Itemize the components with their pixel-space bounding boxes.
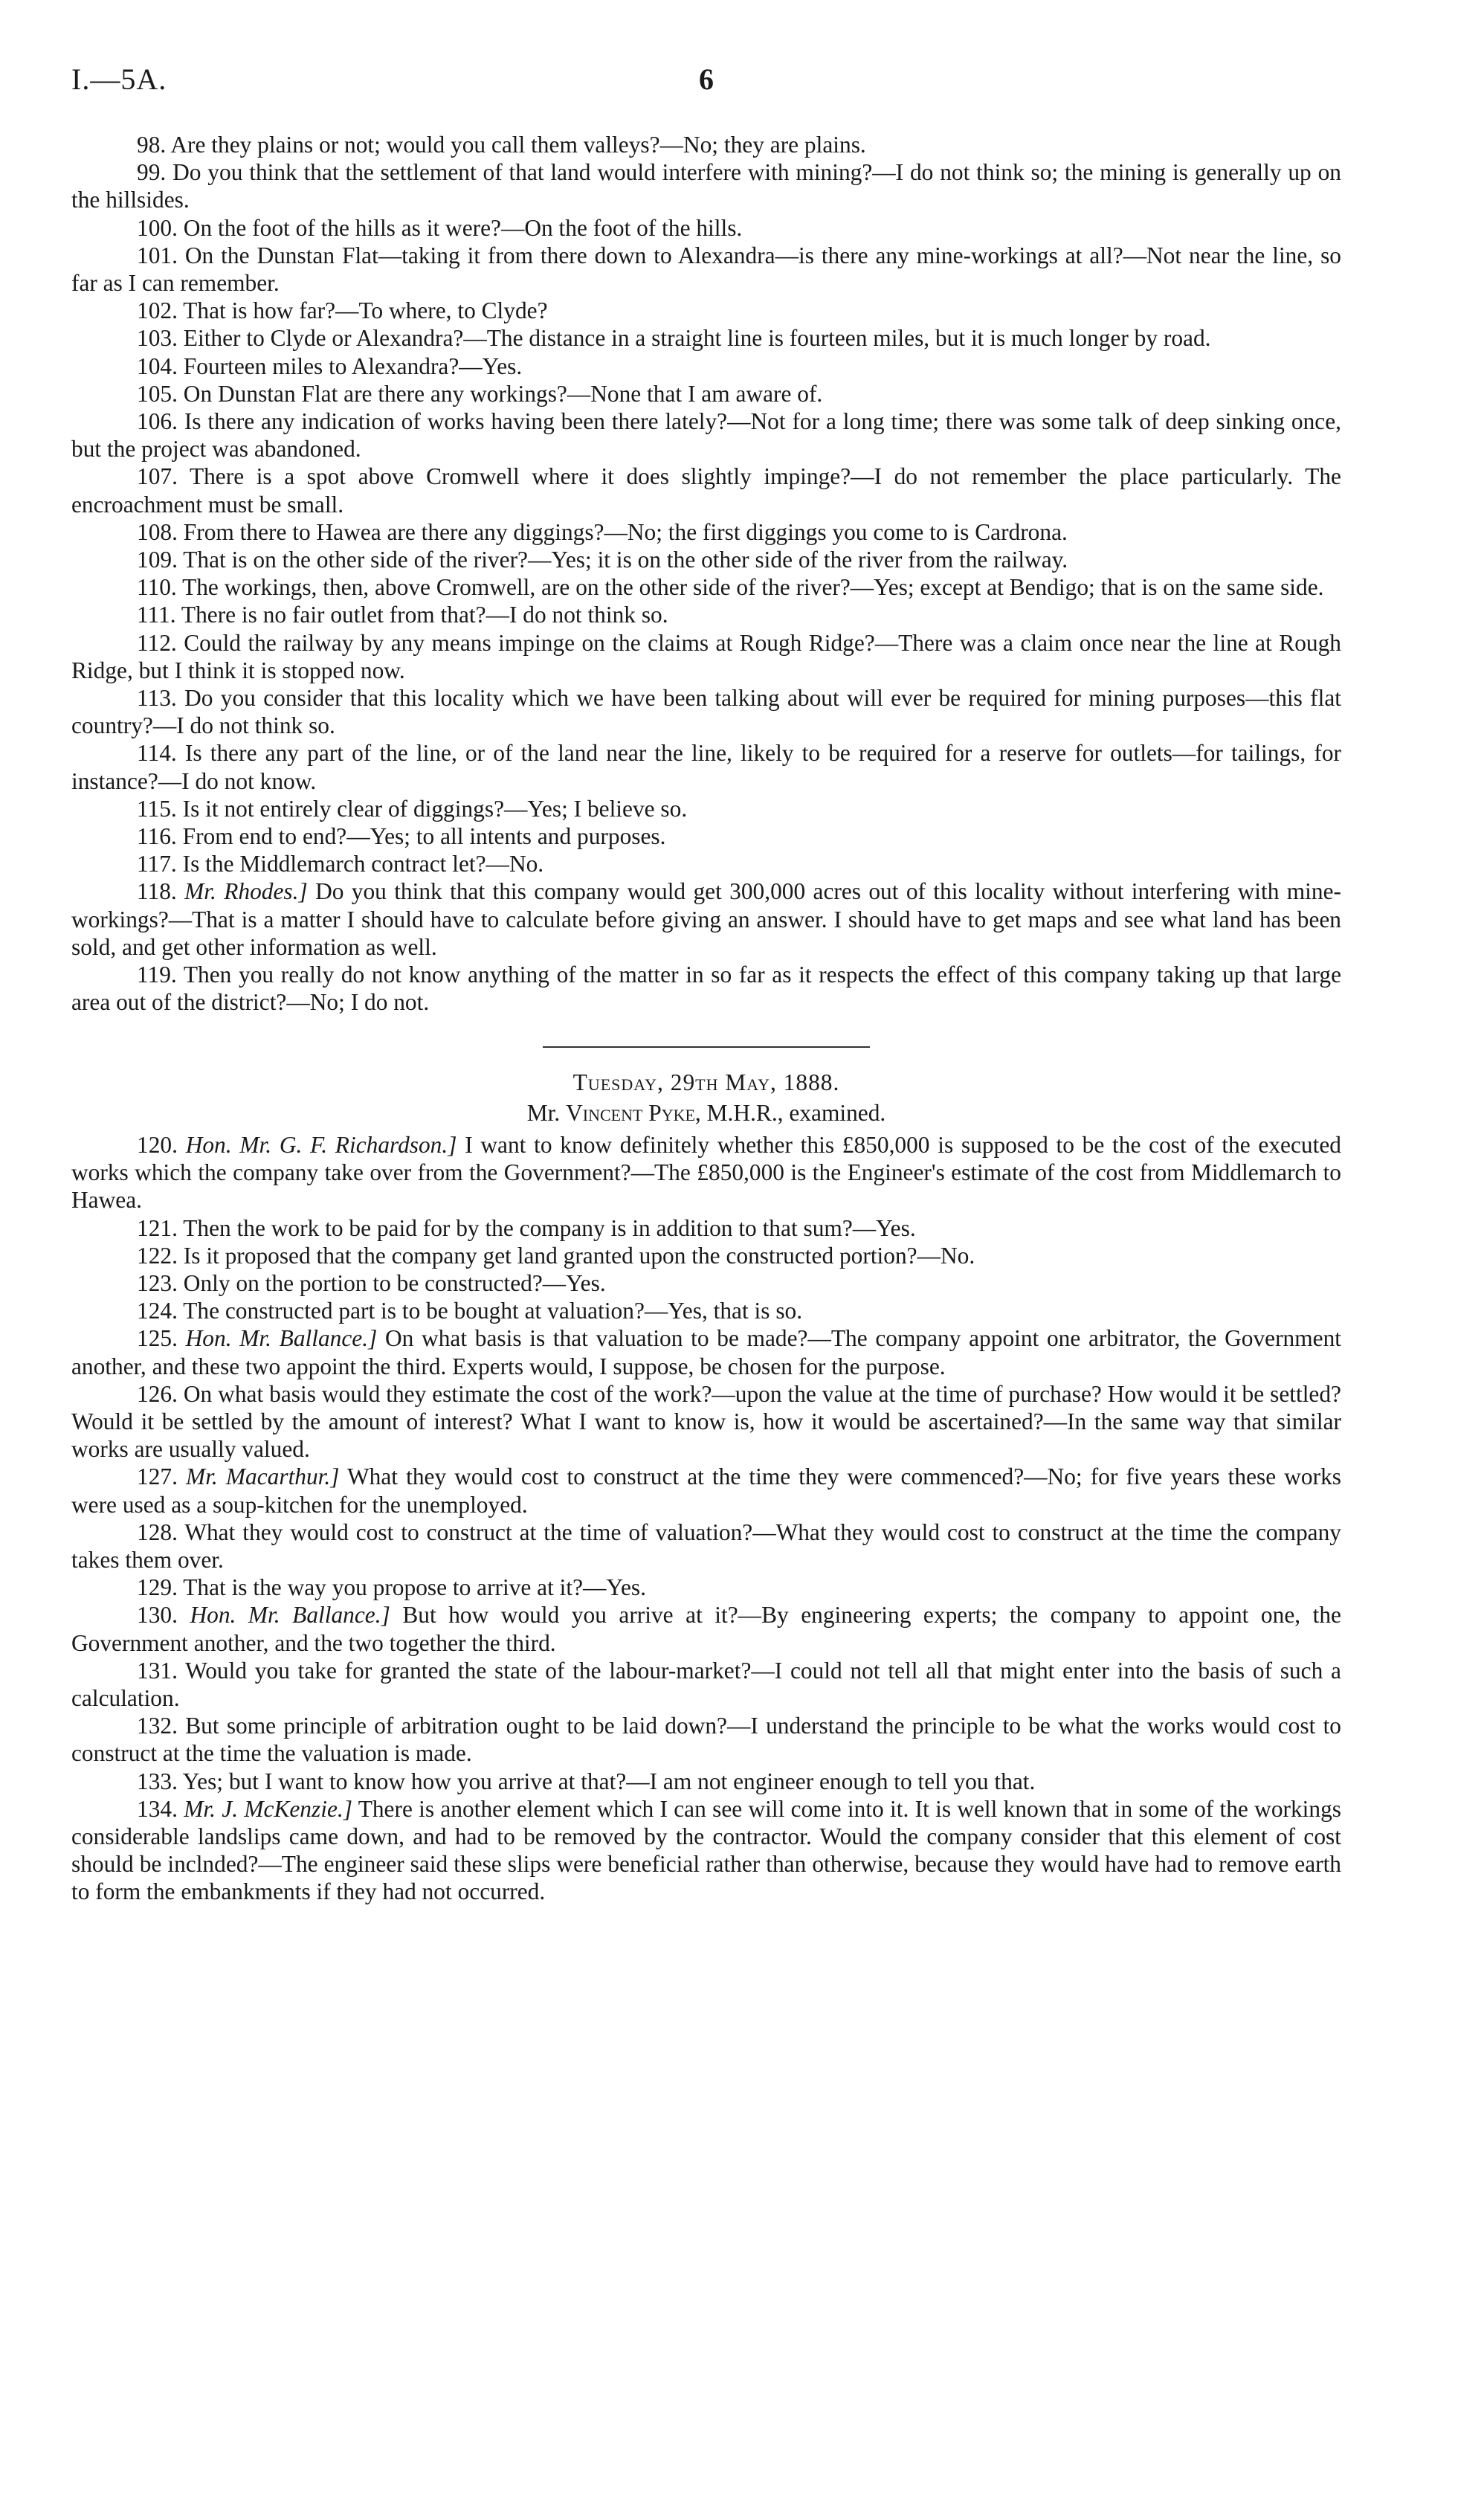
question-number: 131. — [137, 1657, 178, 1684]
question-number: 134. — [137, 1795, 178, 1822]
question-text: That is how far?—To where, to Clyde? — [183, 297, 548, 324]
question-text: Do you think that the settlement of that land would interfere with mining?—I do not think so; the mining is generally up on the hillsides. — [71, 159, 1341, 213]
question-number: 102. — [137, 297, 178, 324]
question-paragraph — [71, 546, 1341, 573]
speaker-name: Mr. Rhodes.] — [184, 878, 308, 905]
question-paragraph — [71, 1214, 1341, 1242]
question-number: 117. — [137, 851, 177, 877]
question-paragraph — [71, 518, 1341, 546]
question-text: That is on the other side of the river?—Yes; it is on the other side of the river from the railway. — [183, 547, 1068, 573]
question-number: 106. — [137, 408, 178, 435]
question-text: There is a spot above Cromwell where it does slightly impinge?—I do not remember the place particularly. The encroachment must be small. — [71, 463, 1341, 518]
question-paragraph — [71, 1519, 1341, 1574]
question-number: 124. — [137, 1298, 178, 1324]
question-text: Do you consider that this locality which we have been talking about will ever be required for mining purposes—this flat country?—I do not think so. — [71, 685, 1341, 739]
question-paragraph — [71, 1297, 1341, 1324]
question-paragraph — [71, 822, 1341, 850]
question-paragraph — [71, 629, 1341, 684]
question-paragraph — [71, 1795, 1341, 1906]
question-number: 109. — [137, 547, 178, 573]
question-paragraph — [71, 1269, 1341, 1297]
question-text: There is another element which I can see will come into it. It is well known that in some of the workings considerable landslips came down, and had to be removed by the contractor. Would the company consider that this element of cost should be inclnded?—The engineer said these slips were beneficial rather than otherwise, because they would have had to remove earth to form the embankments if they had not occurred. — [71, 1795, 1342, 1905]
question-number: 122. — [137, 1242, 178, 1269]
question-number: 111. — [137, 602, 176, 628]
question-paragraph — [71, 1712, 1341, 1767]
question-text: On the foot of the hills as it were?—On the foot of the hills. — [183, 214, 743, 241]
question-paragraph — [71, 1574, 1341, 1601]
question-text: Would you take for granted the state of the labour-market?—I could not tell all that might enter into the basis of such a calculation. — [71, 1657, 1341, 1711]
document-reference: I.—5A. — [71, 62, 167, 96]
witness-prefix: Mr. — [526, 1099, 561, 1126]
section-divider — [543, 1046, 870, 1048]
question-text: Is it proposed that the company get land granted upon the constructed portion?—No. — [183, 1242, 975, 1269]
question-text: On the Dunstan Flat—taking it from there down to Alexandra—is there any mine-workings at all?—Not near the line, so far as I can remember. — [71, 242, 1341, 297]
question-number: 127. — [137, 1463, 178, 1490]
question-number: 114. — [137, 740, 177, 767]
question-text: What they would cost to construct at the time of valuation?—What they would cost to construct at the time the company takes them over. — [71, 1519, 1342, 1573]
question-number: 132. — [137, 1713, 178, 1739]
question-text: There is no fair outlet from that?—I do not think so. — [181, 602, 668, 628]
document-page — [71, 62, 1342, 1906]
question-text: From there to Hawea are there any diggings?—No; the first diggings you come to is Cardrona. — [183, 518, 1068, 545]
question-paragraph — [71, 1380, 1341, 1463]
question-text: Is the Middlemarch contract let?—No. — [182, 851, 544, 877]
question-paragraph — [71, 1601, 1341, 1656]
question-text: The constructed part is to be bought at valuation?—Yes, that is so. — [183, 1298, 803, 1324]
question-text: What they would cost to construct at the time they were commenced?—No; for five years these works were used as a soup-kitchen for the unemployed. — [71, 1463, 1341, 1518]
question-text: Fourteen miles to Alexandra?—Yes. — [183, 352, 523, 379]
question-paragraph — [71, 1768, 1341, 1795]
speaker-name: Hon. Mr. Ballance.] — [185, 1325, 378, 1352]
question-text: Is there any indication of works having been there lately?—Not for a long time; there was some talk of deep sinking once, but the project was abandoned. — [71, 408, 1341, 463]
question-paragraph — [71, 1242, 1341, 1269]
question-paragraph — [71, 380, 1341, 408]
evidence-section-2 — [71, 1131, 1341, 1906]
question-text: Do you think that this company would get 300,000 acres out of this locality without interfering with mine-workings?—That is a matter I should have to calculate before giving an answer. I should have to get maps and see what land has been sold, and get other information as well. — [71, 878, 1341, 960]
question-paragraph — [71, 408, 1341, 463]
question-number: 98. — [137, 132, 167, 158]
question-paragraph — [71, 1131, 1341, 1214]
question-number: 108. — [137, 518, 178, 545]
running-header — [71, 62, 1341, 113]
question-text: Only on the portion to be constructed?—Yes. — [183, 1269, 606, 1296]
question-number: 107. — [137, 463, 178, 490]
question-number: 126. — [137, 1380, 178, 1407]
question-text: Are they plains or not; would you call them valleys?—No; they are plains. — [170, 132, 866, 158]
date-heading: Tuesday, 29th May, 1888. — [572, 1069, 840, 1095]
question-paragraph — [71, 324, 1341, 352]
speaker-name: Hon. Mr. Ballance.] — [190, 1602, 390, 1629]
question-text: Either to Clyde or Alexandra?—The distance in a straight line is fourteen miles, but it is much longer by road. — [183, 325, 1211, 352]
question-text: But some principle of arbitration ought to be laid down?—I understand the principle to be what the works would cost to construct at the time the valuation is made. — [71, 1713, 1341, 1767]
question-paragraph — [71, 961, 1341, 1016]
question-paragraph — [71, 601, 1341, 628]
question-number: 116. — [137, 823, 177, 850]
question-paragraph — [71, 850, 1341, 877]
question-paragraph — [71, 684, 1341, 739]
question-number: 115. — [137, 795, 177, 822]
question-number: 121. — [137, 1214, 178, 1241]
witness-suffix: M.H.R., examined. — [706, 1099, 886, 1126]
question-text: The workings, then, above Cromwell, are on the other side of the river?—Yes; except at Bendigo; that is on the same side. — [182, 574, 1324, 601]
question-text: That is the way you propose to arrive at it?—Yes. — [183, 1574, 646, 1601]
question-number: 113. — [137, 685, 177, 712]
question-paragraph — [71, 1324, 1341, 1379]
question-number: 125. — [137, 1325, 178, 1352]
speaker-name: Hon. Mr. G. F. Richardson.] — [185, 1131, 457, 1158]
question-number: 123. — [137, 1269, 178, 1296]
question-paragraph — [71, 877, 1341, 961]
question-paragraph — [71, 297, 1341, 324]
question-paragraph — [71, 739, 1341, 794]
question-paragraph — [71, 463, 1341, 518]
question-number: 104. — [137, 352, 178, 379]
question-number: 128. — [137, 1519, 178, 1545]
question-text: From end to end?—Yes; to all intents and purposes. — [182, 823, 666, 850]
question-number: 112. — [137, 629, 177, 656]
speaker-name: Mr. J. McKenzie.] — [184, 1795, 352, 1822]
question-number: 119. — [137, 962, 177, 988]
question-paragraph — [71, 1657, 1341, 1712]
witness-name: Vincent Pyke — [566, 1099, 695, 1126]
question-text: But how would you arrive at it?—By engineering experts; the company to appoint one, the Government another, and the two together the third. — [71, 1602, 1341, 1656]
question-number: 105. — [137, 380, 178, 407]
question-text: Then you really do not know anything of the matter in so far as it respects the effect of this company taking up that large area out of the district?—No; I do not. — [71, 962, 1341, 1016]
question-text: On what basis is that valuation to be made?—The company appoint one arbitrator, the Government another, and these two appoint the third. Experts would, I suppose, be chosen for the purpose. — [71, 1325, 1341, 1379]
question-text: Is it not entirely clear of diggings?—Yes; I believe so. — [182, 795, 688, 822]
witness-heading: Mr. Vincent Pyke, M.H.R., examined. — [526, 1099, 886, 1126]
question-paragraph — [71, 1463, 1341, 1518]
question-number: 129. — [137, 1574, 178, 1601]
evidence-section-1 — [71, 131, 1341, 1017]
question-paragraph — [71, 131, 1341, 158]
question-number: 120. — [137, 1131, 178, 1158]
question-number: 101. — [137, 242, 178, 268]
question-paragraph — [71, 214, 1341, 242]
question-text: I want to know definitely whether this £850,000 is supposed to be the cost of the executed works which the company take over from the Government?—The £850,000 is the Engineer's estimate of the cost from Middlemarch to Hawea. — [71, 1131, 1341, 1214]
question-text: Could the railway by any means impinge on the claims at Rough Ridge?—There was a claim once near the line at Rough Ridge, but I think it is stopped now. — [71, 629, 1341, 683]
question-paragraph — [71, 352, 1341, 380]
question-number: 133. — [137, 1768, 178, 1794]
question-paragraph — [71, 242, 1341, 297]
question-paragraph — [71, 573, 1341, 601]
question-text: On what basis would they estimate the cost of the work?—upon the value at the time of purchase? How would it be settled? Would it be settled by the amount of interest? What I want to know is, how it would be ascertained?—In the same way that similar works are usually valued. — [71, 1380, 1341, 1463]
question-paragraph — [71, 795, 1341, 822]
question-number: 103. — [137, 325, 178, 352]
question-number: 99. — [137, 159, 167, 186]
question-paragraph — [71, 158, 1341, 213]
question-text: Is there any part of the line, or of the land near the line, likely to be required for a reserve for outlets—for tailings, for instance?—I do not know. — [71, 740, 1341, 794]
question-text: On Dunstan Flat are there any workings?—None that I am aware of. — [183, 380, 823, 407]
question-number: 100. — [137, 214, 178, 241]
question-number: 130. — [137, 1602, 178, 1629]
question-number: 118. — [137, 878, 177, 905]
page-number: 6 — [699, 62, 714, 96]
question-text: Then the work to be paid for by the company is in addition to that sum?—Yes. — [183, 1214, 916, 1241]
speaker-name: Mr. Macarthur.] — [186, 1463, 340, 1490]
question-text: Yes; but I want to know how you arrive at that?—I am not engineer enough to tell you that. — [182, 1768, 1036, 1794]
question-number: 110. — [137, 574, 177, 601]
